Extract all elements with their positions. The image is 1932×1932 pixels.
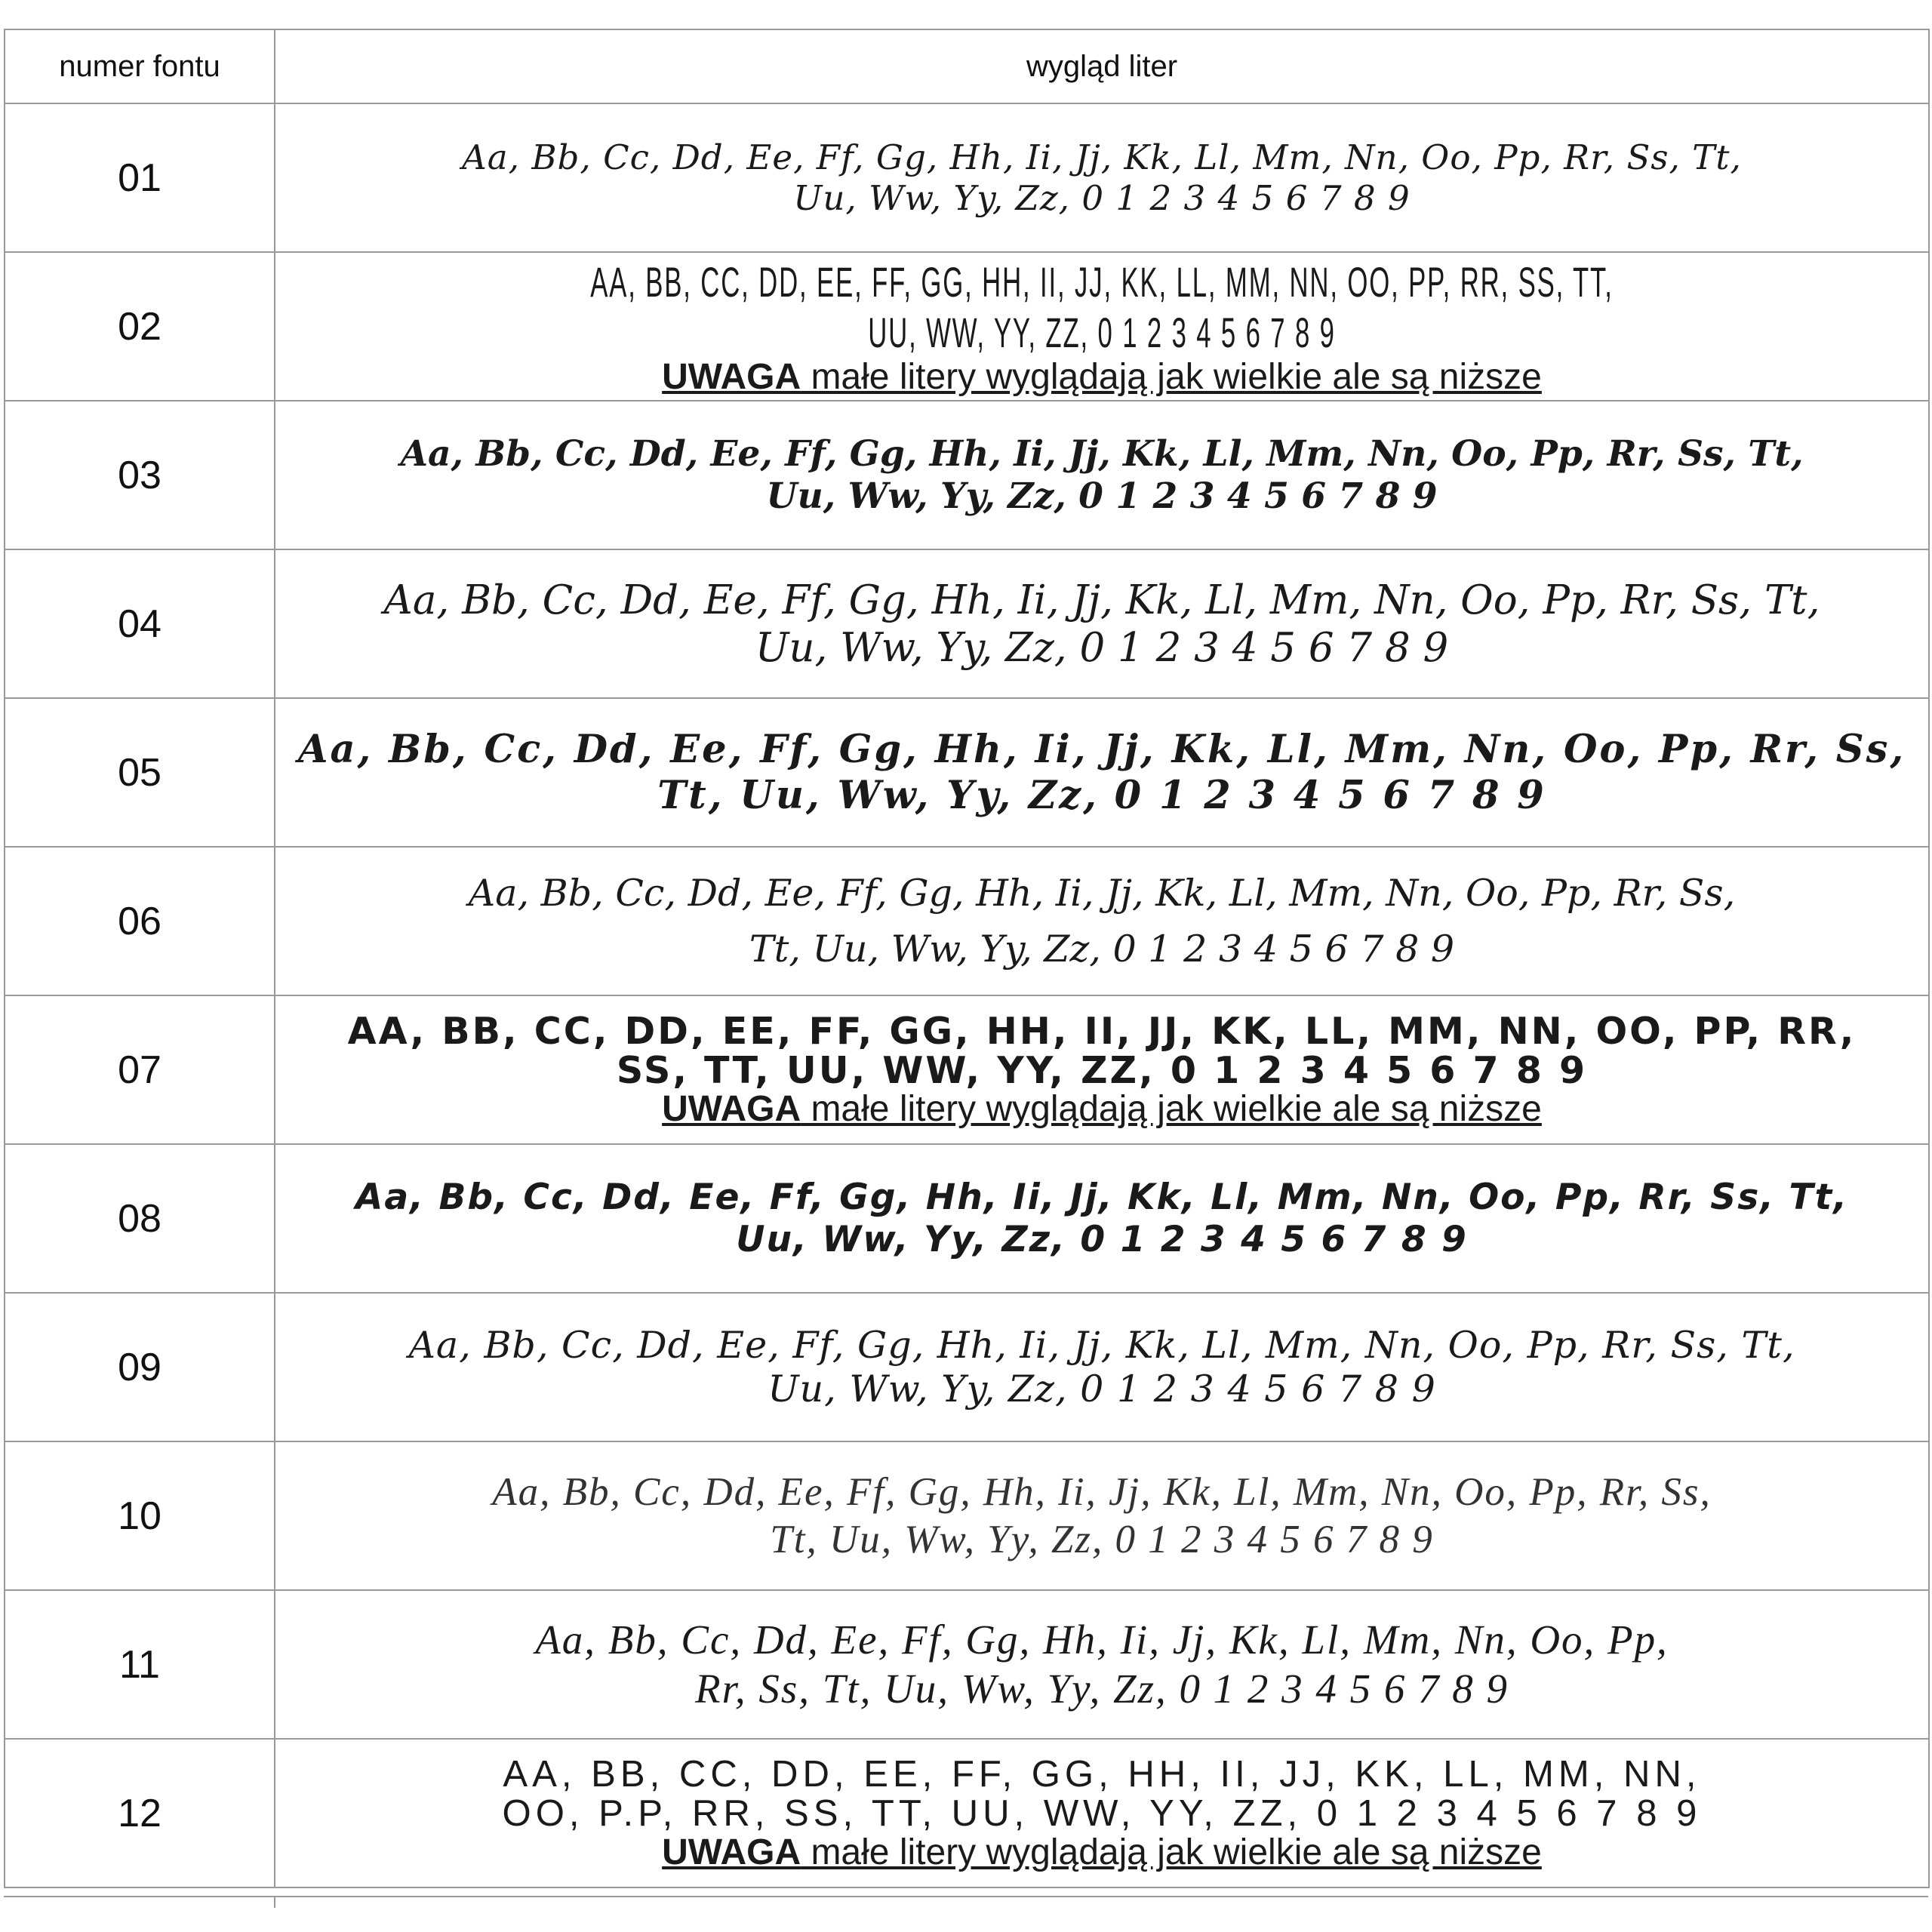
font-sample (275, 1144, 1929, 1293)
note-label: UWAGA (662, 1832, 801, 1873)
sample-line-2: UU, WW, YY, ZZ, 0 1 2 3 4 5 6 7 8 9 (868, 308, 1336, 356)
sample-line-1: Aa, Bb, Cc, Dd, Ee, Ff, Gg, Hh, Ii, Jj, Kk, Ll, Mm, Nn, Oo, Pp, Rr, Ss, Tt, (383, 576, 1820, 623)
table-row (5, 1739, 1929, 1887)
font-sample (275, 1590, 1929, 1739)
sample-line-1: Aa, Bb, Cc, Dd, Ee, Ff, Gg, Hh, Ii, Jj, Kk, Ll, Mm, Nn, Oo, Pp, Rr, Ss, (468, 870, 1736, 915)
font-sample (275, 1293, 1929, 1441)
font-sample (275, 1441, 1929, 1590)
table-row (5, 1590, 1929, 1739)
font-sample (275, 252, 1929, 401)
table-header-row (5, 29, 1929, 103)
font-sample (275, 549, 1929, 698)
note-lowercase-warning (275, 356, 1928, 397)
table-row (5, 847, 1929, 995)
sample-line-1: Aa, Bb, Cc, Dd, Ee, Ff, Gg, Hh, Ii, Jj, Kk, Ll, Mm, Nn, Oo, Pp, Rr, Ss, Tt, (462, 137, 1742, 178)
sample-line-1: Aa, Bb, Cc, Dd, Ee, Ff, Gg, Hh, Ii, Jj, Kk, Ll, Mm, Nn, Oo, Pp, Rr, Ss, Tt, (400, 432, 1804, 475)
font-number: 10 (5, 1441, 275, 1590)
sample-line-2: Tt, Uu, Ww, Yy, Zz, 0 1 2 3 4 5 6 7 8 9 (657, 772, 1546, 818)
font-table-sheet (4, 29, 1928, 1888)
sample-line-2: Uu, Ww, Yy, Zz, 0 1 2 3 4 5 6 7 8 9 (793, 177, 1411, 218)
font-number: 04 (5, 549, 275, 698)
table-bottom-tick (274, 1896, 275, 1908)
sample-line-2: Tt, Uu, Ww, Yy, Zz, 0 1 2 3 4 5 6 7 8 9 (770, 1517, 1434, 1561)
table-row (5, 401, 1929, 549)
font-number: 03 (5, 401, 275, 549)
sample-line-2: Uu, Ww, Yy, Zz, 0 1 2 3 4 5 6 7 8 9 (736, 1218, 1468, 1260)
sample-line-1: Aa, Bb, Cc, Dd, Ee, Ff, Gg, Hh, Ii, Jj, Kk, Ll, Mm, Nn, Oo, Pp, Rr, Ss, Tt, (355, 1176, 1849, 1218)
font-sample (275, 401, 1929, 549)
sample-line-1: AA, BB, CC, DD, EE, FF, GG, HH, II, JJ, KK, LL, MM, NN, OO, PP, RR, (347, 1008, 1857, 1053)
font-number: 06 (5, 847, 275, 995)
sample-line-2: Uu, Ww, Yy, Zz, 0 1 2 3 4 5 6 7 8 9 (768, 1366, 1436, 1411)
sample-line-1: Aa, Bb, Cc, Dd, Ee, Ff, Gg, Hh, Ii, Jj, Kk, Ll, Mm, Nn, Oo, Pp, Rr, Ss, Tt, (408, 1322, 1795, 1367)
note-lowercase-warning (275, 1091, 1928, 1128)
font-sample (275, 1739, 1929, 1887)
sample-line-2: Tt, Uu, Ww, Yy, Zz, 0 1 2 3 4 5 6 7 8 9 (749, 926, 1455, 971)
font-number: 02 (5, 252, 275, 401)
table-row (5, 252, 1929, 401)
note-text: małe litery wyglądają jak wielkie ale są niższe (801, 356, 1542, 397)
sample-line-1: AA, BB, CC, DD, EE, FF, GG, HH, II, JJ, KK, LL, MM, NN, OO, PP, RR, SS, TT, (590, 258, 1614, 306)
font-number: 07 (5, 995, 275, 1144)
header-letter-appearance: wygląd liter (275, 29, 1929, 103)
table-bottom-border (4, 1896, 1928, 1897)
table-row (5, 1144, 1929, 1293)
sample-line-1: Aa, Bb, Cc, Dd, Ee, Ff, Gg, Hh, Ii, Jj, Kk, Ll, Mm, Nn, Oo, Pp, Rr, Ss, (297, 727, 1906, 773)
font-sample (275, 698, 1929, 847)
note-label: UWAGA (662, 356, 801, 397)
font-number: 09 (5, 1293, 275, 1441)
note-text: małe litery wyglądają jak wielkie ale są niższe (801, 1089, 1542, 1130)
font-number: 05 (5, 698, 275, 847)
table-row (5, 995, 1929, 1144)
sample-line-2: Uu, Ww, Yy, Zz, 0 1 2 3 4 5 6 7 8 9 (766, 475, 1438, 517)
header-font-number: numer fontu (5, 29, 275, 103)
sample-line-2: Rr, Ss, Tt, Uu, Ww, Yy, Zz, 0 1 2 3 4 5 6 7 8 9 (695, 1665, 1509, 1712)
font-number: 01 (5, 103, 275, 252)
table-row (5, 549, 1929, 698)
sample-line-1: Aa, Bb, Cc, Dd, Ee, Ff, Gg, Hh, Ii, Jj, Kk, Ll, Mm, Nn, Oo, Pp, Rr, Ss, (492, 1469, 1712, 1514)
sample-line-2: Uu, Ww, Yy, Zz, 0 1 2 3 4 5 6 7 8 9 (755, 623, 1449, 671)
font-sample (275, 847, 1929, 995)
note-text: małe litery wyglądają jak wielkie ale są niższe (801, 1832, 1542, 1873)
table-row (5, 1293, 1929, 1441)
font-sample (275, 995, 1929, 1144)
sample-line-1: AA, BB, CC, DD, EE, FF, GG, HH, II, JJ, KK, LL, MM, NN, (503, 1753, 1701, 1795)
sample-line-2: SS, TT, UU, WW, YY, ZZ, 0 1 2 3 4 5 6 7 8 9 (616, 1048, 1588, 1092)
sample-line-2: OO, P.P, RR, SS, TT, UU, WW, YY, ZZ, 0 1 2 3 4 5 6 7 8 9 (502, 1792, 1702, 1834)
font-samples-table (4, 29, 1930, 1888)
font-number: 08 (5, 1144, 275, 1293)
table-row (5, 698, 1929, 847)
font-number: 11 (5, 1590, 275, 1739)
table-row (5, 1441, 1929, 1590)
sample-line-1: Aa, Bb, Cc, Dd, Ee, Ff, Gg, Hh, Ii, Jj, Kk, Ll, Mm, Nn, Oo, Pp, (535, 1616, 1669, 1663)
font-sample (275, 103, 1929, 252)
font-number: 12 (5, 1739, 275, 1887)
note-label: UWAGA (662, 1089, 801, 1130)
note-lowercase-warning (275, 1832, 1928, 1873)
table-row (5, 103, 1929, 252)
